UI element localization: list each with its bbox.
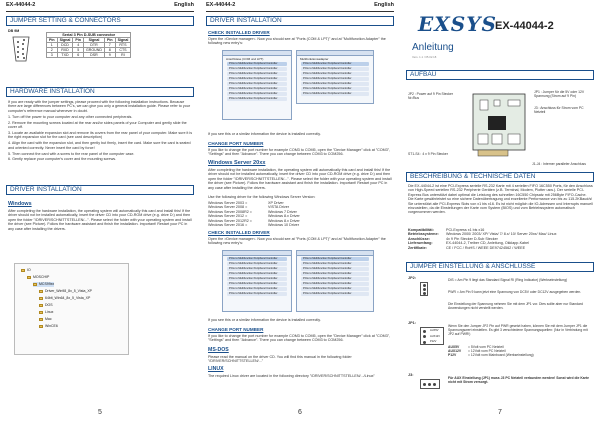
table-cell: DSR bbox=[83, 53, 104, 58]
device-entry[interactable] bbox=[301, 287, 369, 291]
jumper-pin bbox=[423, 335, 426, 338]
option-key: AUX5V bbox=[448, 345, 460, 349]
spec-label: Anschlüsse: bbox=[408, 236, 430, 241]
device-entry-label: PCIe to Multifunction Peripheral Controller bbox=[229, 82, 278, 85]
db9-table bbox=[46, 32, 131, 58]
header-divider bbox=[206, 11, 394, 12]
folder-icon bbox=[39, 297, 43, 300]
section-jumper-einstellung: JUMPER EINSTELLUNG & ANSCHLÜSSE bbox=[406, 262, 594, 272]
device-entry-label: PCIe to Multifunction Peripheral Controller bbox=[303, 72, 352, 75]
spec-row bbox=[408, 246, 593, 250]
device-manager-multifunction-window bbox=[296, 50, 374, 104]
list-item: 4. Align the card with the expansion slot, and then gently but firmly, insert the card. Make sure the card is seated and oriented correctly. Never insert the card by force! bbox=[8, 141, 191, 150]
device-entry[interactable] bbox=[301, 267, 369, 271]
device-entry-label: PCIe to Multifunction Peripheral Controller bbox=[303, 62, 352, 65]
folder-icon bbox=[39, 290, 43, 293]
list-item: 6. Gently replace your computer's cover and the mounting screws. bbox=[8, 157, 117, 162]
table-cell: DTR bbox=[83, 43, 104, 48]
table-cell: RXD bbox=[57, 48, 73, 53]
tree-node[interactable]: Mac bbox=[39, 317, 52, 322]
device-entry-label: PCIe to Multifunction Peripheral Controller bbox=[229, 92, 278, 95]
spec-value: 4x 9 Pin Stecker D-Sub Stecker bbox=[446, 236, 498, 241]
device-entry[interactable] bbox=[301, 282, 369, 286]
device-entry-label: PCIe to Multifunction Peripheral Controller bbox=[303, 87, 352, 90]
ports-label: Anschlüsse (COM und LPT) bbox=[226, 57, 264, 61]
table-header-cell: Pin bbox=[47, 38, 58, 43]
section-beschreibung: BESCHREIBUNG & TECHNISCHE DATEN bbox=[406, 172, 594, 182]
list-item bbox=[448, 353, 594, 357]
table-header-row bbox=[47, 38, 131, 43]
jp1-jumper-diagram bbox=[420, 327, 444, 345]
label-j3: J3 : Anschluss für Strom vom PC Netzteil bbox=[534, 106, 584, 114]
spec-value: CE / FCC / RoHS / WEEE DE97424562 / WEEE bbox=[446, 245, 526, 250]
device-entry[interactable] bbox=[227, 67, 287, 71]
device-entry-label: PCIe to Multifunction Peripheral Controller bbox=[303, 272, 352, 275]
option-key: AUX12V bbox=[448, 349, 462, 353]
device-entry[interactable] bbox=[301, 67, 369, 71]
page-7 bbox=[400, 0, 600, 425]
device-entry-label: PCIe to Multifunction Peripheral Controller bbox=[303, 82, 352, 85]
table-cell: 6 bbox=[73, 53, 84, 58]
device-entry[interactable] bbox=[301, 72, 369, 76]
msdos-text: Please read the manual on the driver CD. You will find this manual in the following folder "/DRIVER/SCHNITTSTELLEN/..." bbox=[208, 355, 352, 364]
device-entry[interactable] bbox=[301, 92, 369, 96]
j3-warning-text: Für AUX Einstellung (JP1) muss J3 PC Netzteil verbunden werden! Sonst wird die Karte nicht mit Strom versorgt. bbox=[448, 376, 589, 384]
folder-icon bbox=[39, 325, 43, 328]
folder-icon bbox=[33, 283, 37, 286]
device-entry-label: PCIe to Multifunction Peripheral Controller bbox=[229, 277, 278, 280]
header-model: EX-44044-2 bbox=[206, 2, 236, 8]
section-hardware-installation: HARDWARE INSTALLATION bbox=[6, 87, 194, 97]
device-entry[interactable] bbox=[227, 272, 287, 276]
device-entry-label: PCIe to Multifunction Peripheral Controller bbox=[303, 92, 352, 95]
section-driver-installation: DRIVER INSTALLATION bbox=[206, 16, 394, 26]
folder-icon bbox=[39, 311, 43, 314]
header-language: English bbox=[374, 2, 394, 8]
table-cell: DCD bbox=[57, 43, 73, 48]
device-entry-label: PCIe to Multifunction Peripheral Controller bbox=[229, 77, 278, 80]
header-language: English bbox=[174, 2, 194, 8]
beschreibung-text: Die EX-44044-2 ist eine PCI-Express serielle RS-232 Karte mit 4 seriellen FIFO 16C550 Ports, für den Anschluss von High-Speed seriellen RS-232 Peripherie Geräten (z.B. Terminal, Modem, Plotter usw.). Der serielle PCI-Express Bus unterstützt dabei optimal die Leistung des schnellen 16C550 Chipsatz mit 256Byte FIFO-Cache. Die Karte gewährleistet so eine sichere Datenübertragung und exzellente Performance von bis zu 115.2KBaud/s! Sie unterstützt alle PCI-Express Slots von x1 bis x16. Es ist nicht möglich die IO-Adressen und Interrupts manuell einzustellen, da die Einstellungen der Karte vom System (BIOS) und vom Betriebssystem automatisch vorgenommen werden. bbox=[408, 184, 593, 215]
windows-server-list bbox=[208, 195, 393, 227]
windows-heading: Windows bbox=[8, 201, 32, 207]
jumper-pin-label: AUX5V bbox=[430, 329, 439, 332]
device-entry[interactable] bbox=[301, 82, 369, 86]
jumper-pin bbox=[423, 341, 426, 344]
multifunction-label: Multifunktionsadapter bbox=[300, 57, 329, 61]
jp1-options bbox=[448, 345, 594, 357]
section-jumper-setting: JUMPER SETTING & CONNECTORS bbox=[6, 16, 194, 26]
device-entry-label: PCIe to Multifunction Peripheral Controller bbox=[229, 272, 278, 275]
driver-version: Windows 8.x Driver bbox=[268, 218, 300, 223]
change-port-heading-2: CHANGE PORT NUMBER bbox=[208, 327, 264, 332]
device-entry-label: PCIe to Multifunction Peripheral Controller bbox=[229, 62, 278, 65]
spec-label: Zertifikate: bbox=[408, 245, 427, 250]
jumper-pin-label: P12V bbox=[430, 340, 437, 343]
windows-server-text: After completing the hardware installation, the operating system will automatically this card and install this! If the driver should not be installed automatically, insert the driver CD into your CD-ROM drive (e.g. drive D:) and then open the folder "/DRIVER/SCHNITTSTELLEN/...". Please select the folder with your operating system and install the driver (see Picture). Follow the hardware assistant and finish the installation. Important! Restart your PC in any case after installing the drivers. bbox=[208, 168, 392, 190]
device-entry[interactable] bbox=[227, 257, 287, 261]
device-entry[interactable] bbox=[227, 287, 287, 291]
j3-connector-diagram bbox=[420, 379, 440, 389]
manual-title: Anleitung bbox=[412, 42, 454, 53]
device-entry[interactable] bbox=[301, 77, 369, 81]
device-entry[interactable] bbox=[227, 267, 287, 271]
device-entry[interactable] bbox=[227, 77, 287, 81]
page-header bbox=[6, 2, 194, 10]
device-entry[interactable] bbox=[227, 277, 287, 281]
table-row bbox=[47, 53, 131, 58]
device-entry[interactable] bbox=[227, 292, 287, 296]
device-entry[interactable] bbox=[301, 257, 369, 261]
spec-value: EX-44044-2, Treiber CD, Anleitung, Okklapp-Kabel bbox=[446, 241, 530, 246]
check-driver-text-2: Open the >Device manager<. Now you should see at "Ports (COM & LPT)" and at "Multifunction Adapter" the following new entry's: bbox=[208, 237, 386, 246]
device-entry[interactable] bbox=[301, 262, 369, 266]
driver-version: XP Driver bbox=[268, 200, 284, 205]
table-header-cell: Pin bbox=[104, 38, 115, 43]
table-cell: 7 bbox=[104, 43, 115, 48]
spec-label: Kompatibilität: bbox=[408, 228, 434, 232]
table-cell: 8 bbox=[104, 48, 115, 53]
page-5 bbox=[0, 0, 200, 425]
spec-value: Windows 2000/ 2003/ XP/ Vista/ 7/ 8.x/ 10/ Server 20xx/ Mac/ Linux bbox=[446, 232, 557, 237]
msdos-heading: MS-DOS bbox=[208, 347, 229, 353]
tree-node[interactable]: DOS bbox=[39, 303, 53, 308]
device-entry-label: PCIe to Multifunction Peripheral Controller bbox=[303, 277, 352, 280]
device-entry-label: PCIe to Multifunction Peripheral Controller bbox=[303, 67, 352, 70]
option-value: = 5Volt vom PC Netzteil bbox=[468, 345, 504, 349]
change-port-text-2: If you like to change the port number for example COM3 to COM5, open the "Device Manager" click at "COM3", "Settings" and then "Advance". There you can change between COM3 to COM256. bbox=[208, 334, 391, 343]
device-entry-label: PCIe to Multifunction Peripheral Controller bbox=[303, 262, 352, 265]
jumper-pin-label: AUX12V bbox=[430, 334, 440, 338]
device-entry-label: PCIe to Multifunction Peripheral Controller bbox=[229, 67, 278, 70]
installed-ok-text: If you see this or a similar information the device is installed correctly. bbox=[208, 132, 321, 136]
spec-list bbox=[408, 228, 593, 250]
table-cell: RTS bbox=[115, 43, 131, 48]
table-header-cell: Pin bbox=[73, 38, 84, 43]
device-entry[interactable] bbox=[227, 262, 287, 266]
section-aufbau: AUFBAU bbox=[406, 70, 594, 80]
device-entry[interactable] bbox=[227, 87, 287, 91]
table-cell: CTS bbox=[115, 48, 131, 53]
device-entry[interactable] bbox=[227, 282, 287, 286]
table-cell: RI bbox=[115, 53, 131, 58]
list-item: 2. Remove the mounting screws located at the rear and/or sides panels of your Computer and gently slide the cover off. bbox=[8, 120, 187, 130]
table-header-cell: Signal bbox=[115, 38, 131, 43]
table-cell: 4 bbox=[73, 43, 84, 48]
server-version: Windows Server 2016 = bbox=[208, 222, 248, 227]
server-version: Windows Server 2012 = bbox=[208, 214, 248, 219]
spec-label: Betriebssysteme: bbox=[408, 232, 439, 237]
device-entry-label: PCIe to Multifunction Peripheral Controller bbox=[229, 97, 278, 100]
device-entry-label: PCIe to Multifunction Peripheral Controller bbox=[303, 282, 352, 285]
device-entry[interactable] bbox=[301, 62, 369, 66]
device-entry-label: PCIe to Multifunction Peripheral Controller bbox=[303, 257, 352, 260]
device-entry-label: PCIe to Multifunction Peripheral Controller bbox=[303, 77, 352, 80]
pcie-card-diagram bbox=[470, 92, 530, 160]
tree-node[interactable]: MOSCHIP bbox=[27, 275, 49, 280]
device-manager-ports-window bbox=[222, 50, 292, 120]
check-driver-heading-2: CHECK INSTALLED DRIVER bbox=[208, 230, 270, 235]
list-item bbox=[208, 223, 393, 227]
server-version: Windows Server 2008R2 = bbox=[208, 209, 252, 214]
page-header bbox=[206, 2, 394, 10]
device-entry[interactable] bbox=[227, 72, 287, 76]
db9-table-title: Serial 3 Pin D-SUB connector bbox=[46, 32, 131, 37]
label-jp1: JP1 : Jumper für die 5V oder 12V Spannung (Strom auf 9 Pin) bbox=[534, 90, 585, 98]
folder-icon bbox=[21, 269, 25, 272]
tree-node[interactable]: Driver_Win98_8x_5_Vista_XP bbox=[39, 289, 92, 294]
table-cell: 9 bbox=[104, 53, 115, 58]
device-entry-label: PCIe to Multifunction Peripheral Controller bbox=[303, 267, 352, 270]
table-header-cell: Signal bbox=[83, 38, 104, 43]
driver-version: Windows 7 Driver bbox=[268, 209, 297, 214]
installed-ok-text-2: If you see this or a similar information the device is installed correctly. bbox=[208, 318, 321, 322]
db9-pin-table bbox=[46, 37, 131, 58]
device-manager-multifunction-window-2 bbox=[296, 250, 374, 312]
device-entry-label: PCIe to Multifunction Peripheral Controller bbox=[303, 287, 352, 290]
linux-text: The required Linux driver are located in the following directory "/DRIVER/SCHNITTSTELLEN/.../Linux" bbox=[208, 374, 375, 378]
spec-value: PCI-Express x1 bis x16 bbox=[446, 228, 485, 232]
table-cell: TXD bbox=[57, 53, 73, 58]
table-cell: 2 bbox=[47, 48, 58, 53]
check-driver-text: Open the >Device manager<. Now you should see at "Ports (COM & LPT)" and at "Multifunction Adapter" the following new entry's: bbox=[208, 37, 386, 46]
table-cell: 1 bbox=[47, 43, 58, 48]
hardware-intro: If you are ready with the jumper settings, please proceed with the following installation instructions. Because there are large differences between PC's, we can give you only a general installation guide. Please refer to your computer's reference manual whenever in doubt. bbox=[8, 100, 191, 113]
hardware-text bbox=[8, 100, 193, 163]
folder-icon bbox=[39, 318, 43, 321]
folder-icon bbox=[27, 276, 31, 279]
driver-version: VISTA Driver bbox=[268, 205, 290, 210]
device-entry[interactable] bbox=[301, 87, 369, 91]
device-entry[interactable] bbox=[227, 97, 287, 101]
table-header-cell: Signal bbox=[57, 38, 73, 43]
device-entry[interactable] bbox=[301, 272, 369, 276]
server-version: Windows Server 2003 = bbox=[208, 200, 248, 205]
page-6 bbox=[200, 0, 400, 425]
label-st1-s4: ST1-S4 : 4 x 9 Pin Stecker bbox=[408, 152, 448, 156]
jp2-jumper-diagram bbox=[420, 282, 428, 296]
hardware-steps bbox=[8, 115, 193, 162]
tree-node[interactable]: WinCE6 bbox=[39, 324, 58, 329]
driver-version: Windows 8.x Driver bbox=[268, 214, 300, 219]
header-divider bbox=[6, 11, 194, 12]
jp2-label: JP2: bbox=[408, 276, 417, 280]
device-entry-label: PCIe to Multifunction Peripheral Controller bbox=[229, 72, 278, 75]
jumper-pin bbox=[423, 330, 426, 333]
table-cell: 5 bbox=[73, 48, 84, 53]
jp2-pwr-text: PWR = Am Pin 9 kann jetzt eine Spannung von DC5V oder DC12V ausgegeben werden. bbox=[448, 290, 582, 294]
folder-icon bbox=[39, 304, 43, 307]
device-entry[interactable] bbox=[227, 92, 287, 96]
change-port-heading: CHANGE PORT NUMBER bbox=[208, 141, 264, 146]
driver-version: Windows 10 Driver bbox=[268, 222, 299, 227]
label-jp2: JP2 : Power auf 9 Pin Stecker Nr./Bus bbox=[408, 92, 454, 100]
option-value: = 12Volt vom Mainboard (Werkseinstellung) bbox=[468, 353, 534, 357]
section-driver-installation: DRIVER INSTALLATION bbox=[6, 185, 194, 195]
jp2-dis-text: DIS = Am Pin 9 liegt das Standard Signal RI (Ring Indicator) (Werkseinstellung) bbox=[448, 278, 568, 282]
device-entry-label: PCIe to Multifunction Peripheral Controller bbox=[229, 287, 278, 290]
driver-folder-tree bbox=[14, 263, 129, 355]
db9-label: DB 9M bbox=[8, 29, 20, 33]
tree-node[interactable]: 64bit_Win64_8x_5_Vista_XP bbox=[39, 296, 90, 301]
windows-server-heading: Windows Server 20xx bbox=[208, 160, 266, 166]
device-entry-label: PCIe to Multifunction Peripheral Controller bbox=[229, 87, 278, 90]
jp2-note: Die Einstellung der Spannung nehmen Sie mit dem JP1 vor. Dies sollte aber nur Standard Anwendungen nicht verstellt werden. bbox=[448, 302, 583, 310]
device-entry[interactable] bbox=[301, 292, 369, 296]
j3-label: J3: bbox=[408, 373, 414, 377]
check-driver-heading: CHECK INSTALLED DRIVER bbox=[208, 30, 270, 35]
page-number: 5 bbox=[98, 409, 102, 416]
windows-text: After completing the hardware installation, the operating system will automatically this card and install this! If the driver should not be installed automatically, insert the driver CD into your CD-ROM drive (e.g. drive D:) and then open the folder "/DRIVER/SCHNITTSTELLEN/...". Please select the folder with your operating system and install the driver (see Picture). Follow the hardware assistant and finish the installation. Important! Restart your PC in any case after installing the drivers. bbox=[8, 209, 192, 231]
list-item: 1. Turn off the power to your computer and any other connected peripherals. bbox=[8, 114, 133, 119]
header-model: EX-44044-2 bbox=[6, 2, 36, 8]
device-manager-ports-window-2 bbox=[222, 250, 292, 312]
spec-label: Lieferumfang: bbox=[408, 241, 433, 246]
tree-node[interactable]: MCS99xx bbox=[33, 282, 54, 287]
jp1-label: JP1: bbox=[408, 321, 417, 325]
product-title: EX-44044-2 bbox=[495, 20, 554, 32]
label-j1-j4: J1-J4 : Interner paralleler Anschluss bbox=[532, 162, 586, 166]
exsys-logo: EXSYS bbox=[418, 12, 497, 36]
db9-connector-icon bbox=[10, 36, 32, 62]
jp1-text: Wenn Sie den Jumper JP2 Pin auf PWR gesetzt haben, können Sie mit dem Jumper JP1 die Spannungswert einstellen. Es gibt 3 verschiedene Spannungsquellen: (Nur in Verbindung mit JP2 auf PWR!) bbox=[448, 324, 588, 336]
device-entry[interactable] bbox=[227, 62, 287, 66]
device-entry-label: PCIe to Multifunction Peripheral Controller bbox=[229, 267, 278, 270]
tree-node[interactable]: Linux bbox=[39, 310, 53, 315]
device-entry[interactable] bbox=[227, 82, 287, 86]
change-port-text: If you like to change the port number for example COM3 to COM5, open the "Device Manager" click at "COM3", "Settings" and then "Advance". There you can change between COM3 to COM256. bbox=[208, 148, 391, 157]
table-cell: GROUND bbox=[83, 48, 104, 53]
device-entry-label: PCIe to Multifunction Peripheral Controller bbox=[229, 257, 278, 260]
tree-node[interactable]: IO bbox=[21, 268, 31, 273]
linux-heading: LINUX bbox=[208, 366, 224, 372]
server-version: Windows Server 2012R2 = bbox=[208, 218, 252, 223]
device-entry-label: PCIe to Multifunction Peripheral Controller bbox=[303, 292, 352, 295]
option-value: = 12Volt vom PC Netzteil bbox=[468, 349, 506, 353]
server-version: Windows Server 2008 = bbox=[208, 205, 248, 210]
page-number: 6 bbox=[298, 409, 302, 416]
list-item: 3. Locate an available expansion slot and remove its covers from the rear panel of your computer. Make sure it is the right expansion slot for the card (see card description) bbox=[8, 130, 193, 140]
option-key: P12V bbox=[448, 353, 457, 357]
device-entry[interactable] bbox=[301, 277, 369, 281]
version-label: Vers. 1.1 / 05.02.18 bbox=[412, 55, 437, 59]
list-item: 5. Then connect the card with a screw to the rear panel of the computer case. bbox=[8, 151, 135, 156]
device-entry-label: PCIe to Multifunction Peripheral Controller bbox=[229, 262, 278, 265]
windows-server-list-intro: Use the following driver for the following Windows Server Version: bbox=[208, 195, 316, 199]
table-cell: 3 bbox=[47, 53, 58, 58]
device-entry-label: PCIe to Multifunction Peripheral Controller bbox=[229, 282, 278, 285]
device-entry-label: PCIe to Multifunction Peripheral Controller bbox=[229, 292, 278, 295]
page-number: 7 bbox=[498, 409, 502, 416]
